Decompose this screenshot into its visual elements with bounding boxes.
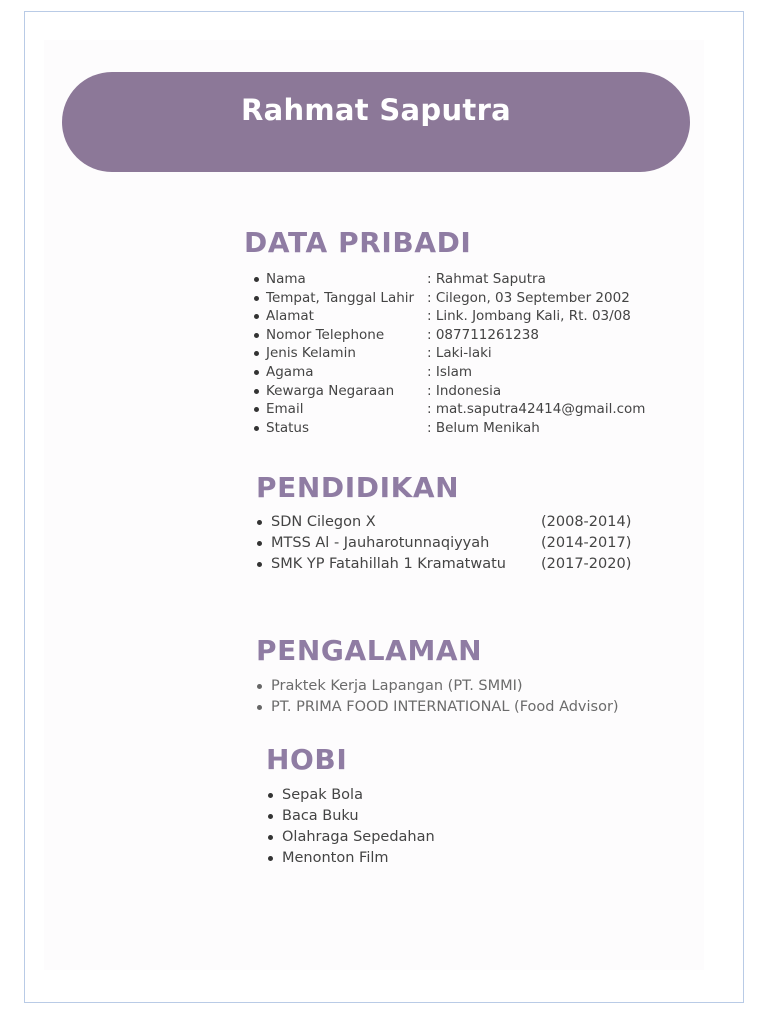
personal-row-label: Tempat, Tanggal Lahir	[266, 289, 415, 306]
personal-row-label: Nomor Telephone	[266, 326, 385, 343]
name-banner	[62, 72, 690, 172]
experience-item: Praktek Kerja Lapangan (PT. SMMI)	[255, 676, 619, 697]
hobby-item: Olahraga Sepedahan	[266, 827, 435, 848]
personal-row	[252, 326, 645, 345]
personal-row-label: Status	[266, 419, 310, 436]
personal-row-label: Email	[266, 401, 304, 418]
education-list	[255, 512, 631, 575]
education-item	[255, 512, 631, 533]
personal-row	[252, 400, 645, 419]
personal-row-label: Alamat	[266, 308, 314, 325]
personal-row-value: : 087711261238	[427, 326, 539, 343]
education-item	[255, 533, 631, 554]
personal-row-value: : Cilegon, 03 September 2002	[427, 289, 630, 306]
education-heading: PENDIDIKAN	[256, 471, 460, 504]
personal-row	[252, 419, 645, 438]
personal-row-value: : Link. Jombang Kali, Rt. 03/08	[427, 308, 631, 325]
education-years: (2017-2020)	[541, 556, 632, 572]
personal-data-heading: DATA PRIBADI	[244, 226, 472, 259]
cv-name: Rahmat Saputra	[240, 93, 512, 127]
personal-row-label: Agama	[266, 363, 314, 380]
personal-row-value: : Islam	[427, 363, 473, 380]
personal-row-label: Jenis Kelamin	[266, 345, 356, 362]
education-school: SMK YP Fatahillah 1 Kramatwatu	[271, 556, 506, 572]
hobby-heading: HOBI	[266, 743, 348, 776]
personal-row	[252, 289, 645, 308]
education-school: MTSS Al - Jauharotunnaqiyyah	[271, 535, 490, 551]
education-years: (2008-2014)	[541, 514, 632, 530]
experience-list	[255, 676, 619, 718]
personal-row	[252, 344, 645, 363]
personal-row	[252, 307, 645, 326]
education-item	[255, 554, 631, 575]
personal-row-label: Nama	[266, 271, 306, 287]
personal-row	[252, 382, 645, 401]
experience-heading: PENGALAMAN	[256, 634, 483, 667]
hobby-item: Baca Buku	[266, 806, 435, 827]
personal-row-value: : Indonesia	[427, 382, 502, 399]
personal-row-value: : mat.saputra42414@gmail.com	[427, 401, 646, 418]
personal-row	[252, 270, 645, 289]
hobby-item: Sepak Bola	[266, 785, 435, 806]
personal-data-list	[252, 270, 645, 437]
experience-item: PT. PRIMA FOOD INTERNATIONAL (Food Advisor)	[255, 697, 619, 718]
personal-row-value: : Rahmat Saputra	[427, 271, 546, 287]
education-school: SDN Cilegon X	[271, 514, 376, 530]
education-years: (2014-2017)	[541, 535, 632, 551]
hobby-item: Menonton Film	[266, 848, 435, 869]
hobby-list	[266, 785, 435, 869]
personal-row-value: : Laki-laki	[427, 345, 492, 362]
personal-row	[252, 363, 645, 382]
personal-row-label: Kewarga Negaraan	[266, 382, 395, 399]
personal-row-value: : Belum Menikah	[427, 419, 540, 436]
